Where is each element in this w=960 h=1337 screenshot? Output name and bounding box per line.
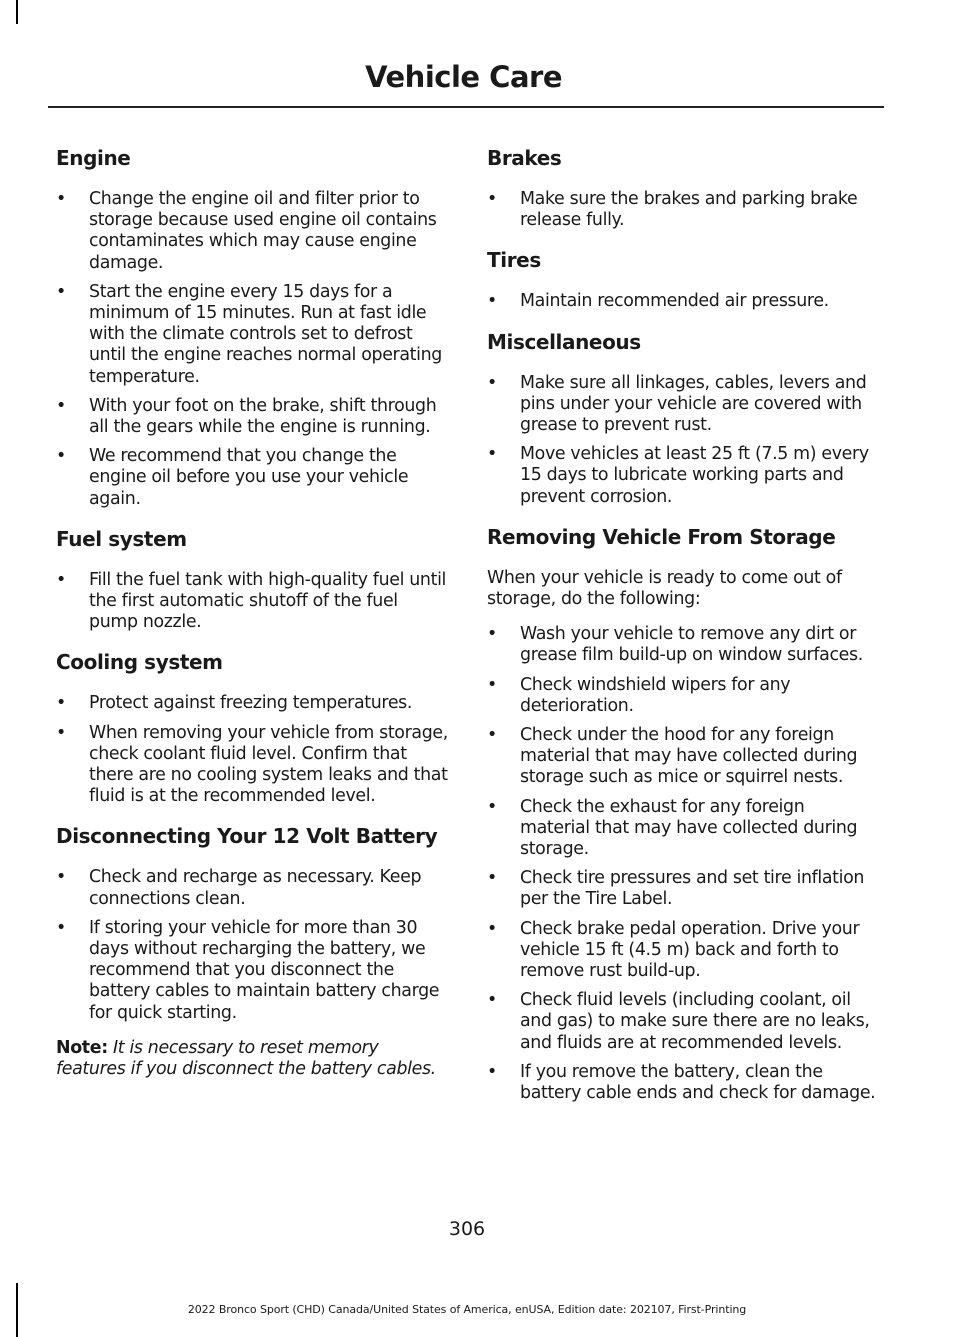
list-item xyxy=(487,675,879,717)
list-item-text: Fill the fuel tank with high-quality fuel until the first automatic shutoff of the fuel pump nozzle. xyxy=(89,569,447,633)
misc-list xyxy=(487,373,879,508)
left-column xyxy=(56,143,448,1094)
section-heading-tires: Tires xyxy=(487,248,541,273)
list-item xyxy=(487,990,879,1054)
bullet: • xyxy=(56,693,66,714)
bullet: • xyxy=(487,372,497,393)
removing-list xyxy=(487,624,879,1104)
bullet: • xyxy=(487,674,497,695)
list-item xyxy=(56,723,448,808)
bullet: • xyxy=(487,918,497,939)
page-title: Vehicle Care xyxy=(365,60,562,94)
section-heading-engine: Engine xyxy=(56,146,131,170)
bullet: • xyxy=(56,395,66,416)
right-column xyxy=(487,143,879,1118)
fuel-list xyxy=(56,570,448,634)
bullet: • xyxy=(56,867,66,888)
battery-list xyxy=(56,867,448,1023)
list-item-text: Change the engine oil and filter prior to storage because used engine oil contains contaminates which may cause engine damage. xyxy=(89,189,437,273)
list-item-text: We recommend that you change the engine oil before you use your vehicle again. xyxy=(89,446,409,509)
list-item xyxy=(487,868,879,910)
list-item-text: Make sure the brakes and parking brake release fully. xyxy=(520,189,858,231)
list-item-text: Check under the hood for any foreign material that may have collected during storage such as mice or squirrel nests. xyxy=(520,725,858,788)
list-item xyxy=(56,189,448,274)
list-item xyxy=(56,918,448,1024)
list-item-text: Protect against freezing temperatures. xyxy=(89,693,413,714)
bullet: • xyxy=(56,569,66,590)
section-heading-battery: Disconnecting Your 12 Volt Battery xyxy=(56,824,438,849)
list-item xyxy=(487,919,879,983)
list-item-text: Check brake pedal operation. Drive your vehicle 15 ft (4.5 m) back and forth to remove rust build-up. xyxy=(520,918,860,982)
brakes-list xyxy=(487,189,879,231)
list-item xyxy=(56,396,448,438)
list-item xyxy=(487,373,879,437)
bullet: • xyxy=(56,722,66,743)
list-item-text: With your foot on the brake, shift through all the gears while the engine is running. xyxy=(89,395,437,438)
note-text: It is necessary to reset memory features if you disconnect the battery cables. xyxy=(56,1037,436,1080)
header-divider xyxy=(48,106,884,108)
bullet: • xyxy=(56,446,66,467)
list-item-text: Check fluid levels (including coolant, oil and gas) to make sure there are no leaks, and fluids are at recommended levels. xyxy=(520,990,870,1053)
bullet: • xyxy=(487,624,497,645)
section-heading-miscellaneous: Miscellaneous xyxy=(487,329,641,354)
section-heading-fuel-system: Fuel system xyxy=(56,526,187,551)
crop-mark-top-left xyxy=(16,0,18,24)
bullet: • xyxy=(487,444,497,465)
list-item-text: Check tire pressures and set tire inflation per the Tire Label. xyxy=(520,868,865,910)
list-item-text: Wash your vehicle to remove any dirt or grease film build-up on window surfaces. xyxy=(520,624,863,666)
bullet: • xyxy=(487,990,497,1011)
list-item xyxy=(56,446,448,510)
list-item xyxy=(56,282,448,388)
list-item-text: When removing your vehicle from storage, check coolant fluid level. Confirm that there are no cooling system leaks and that fluid is at the recommended level. xyxy=(89,722,448,807)
cooling-list xyxy=(56,693,448,807)
list-item-text: If storing your vehicle for more than 30 days without recharging the battery, we recommend that you disconnect the battery cables to maintain battery charge for quick starting. xyxy=(89,917,440,1023)
footer-edition-info: 2022 Bronco Sport (CHD) Canada/United States of America, enUSA, Edition date: 202107, First-Printing xyxy=(187,1303,747,1316)
list-item xyxy=(56,693,448,714)
note-label: Note: xyxy=(56,1037,108,1058)
bullet: • xyxy=(487,189,497,209)
section-heading-brakes: Brakes xyxy=(487,146,562,170)
list-item-text: Make sure all linkages, cables, levers and pins under your vehicle are covered with grease to prevent rust. xyxy=(520,372,867,436)
list-item xyxy=(487,725,879,789)
list-item xyxy=(487,444,879,508)
engine-list xyxy=(56,189,448,510)
bullet: • xyxy=(56,281,66,302)
section-heading-removing-vehicle: Removing Vehicle From Storage xyxy=(487,524,836,549)
removing-intro: When your vehicle is ready to come out of storage, do the following: xyxy=(487,567,842,610)
battery-note xyxy=(56,1038,448,1080)
bullet: • xyxy=(56,917,66,938)
list-item-text: Maintain recommended air pressure. xyxy=(520,291,829,312)
bullet: • xyxy=(487,291,497,312)
list-item-text: Move vehicles at least 25 ft (7.5 m) every 15 days to lubricate working parts and prevent corrosion. xyxy=(520,444,869,507)
section-heading-cooling-system: Cooling system xyxy=(56,650,223,675)
bullet: • xyxy=(487,1061,497,1082)
list-item xyxy=(56,867,448,909)
list-item-text: Check and recharge as necessary. Keep connections clean. xyxy=(89,867,422,909)
list-item xyxy=(487,1062,879,1104)
bullet: • xyxy=(487,725,497,746)
list-item-text: Start the engine every 15 days for a minimum of 15 minutes. Run at fast idle with the climate controls set to defrost until the engine reaches normal operating temperature. xyxy=(89,281,442,387)
list-item xyxy=(56,570,448,634)
list-item-text: If you remove the battery, clean the battery cable ends and check for damage. xyxy=(520,1061,876,1104)
list-item xyxy=(487,291,879,312)
list-item-text: Check windshield wipers for any deterioration. xyxy=(520,674,791,716)
bullet: • xyxy=(487,868,497,889)
list-item-text: Check the exhaust for any foreign material that may have collected during storage. xyxy=(520,796,858,860)
tires-list xyxy=(487,291,879,312)
list-item xyxy=(487,189,879,231)
page-number: 306 xyxy=(448,1218,486,1240)
bullet: • xyxy=(56,189,66,209)
list-item xyxy=(487,624,879,666)
list-item xyxy=(487,797,879,861)
bullet: • xyxy=(487,796,497,817)
